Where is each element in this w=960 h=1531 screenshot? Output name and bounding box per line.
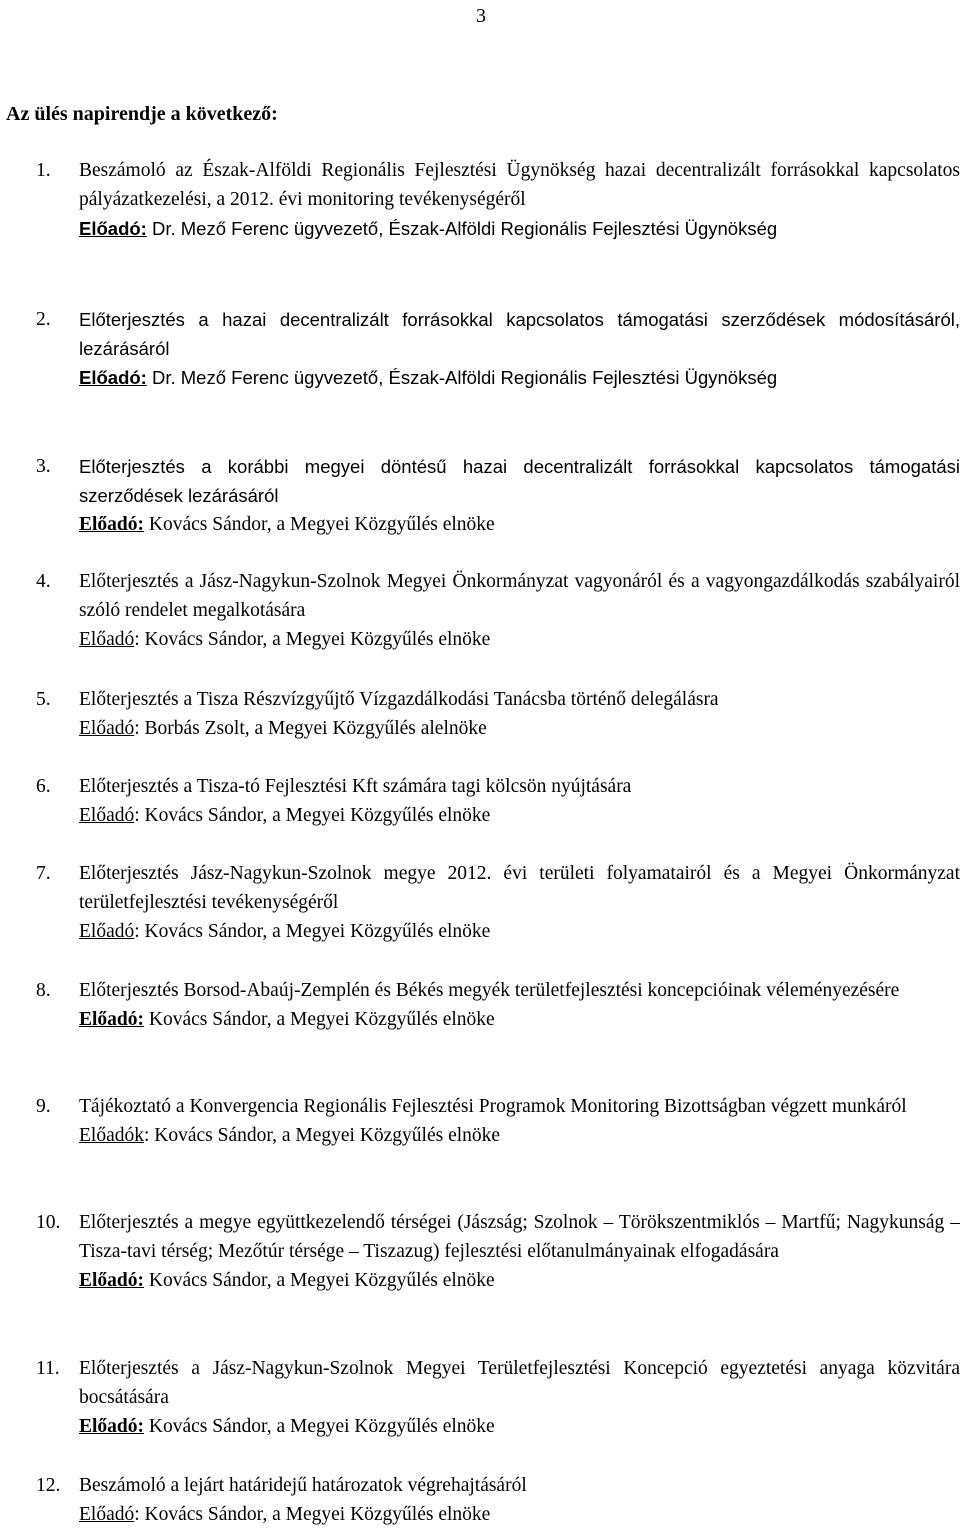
item-presenter [79, 625, 960, 654]
presenter-label: Előadó: [79, 367, 147, 388]
item-title: Előterjesztés Jász-Nagykun-Szolnok megye 2012. évi területi folyamatairól és a Megyei Önkormányzat területfejlesztési tevékenységéről [79, 863, 960, 913]
presenter-name: : Kovács Sándor, a Megyei Közgyűlés elnöke [134, 921, 491, 942]
item-title: Beszámoló az Észak-Alföldi Regionális Fejlesztési Ügynökség hazai decentralizált forrásokkal kapcsolatos pályázatkezelési, a 2012. évi monitoring tevékenységéről [79, 160, 960, 210]
item-presenter [79, 214, 839, 243]
presenter-label: Előadó [79, 805, 135, 826]
item-title: Előterjesztés a megye együttkezelendő térségei (Jászság; Szolnok – Törökszentmiklós – Martfű; Nagykunság – Tisza-tavi térség; Mezőtúr térsége – Tiszazug) fejlesztési előtanulmányainak elfogadására [79, 1212, 960, 1262]
item-number: 7. [36, 863, 51, 884]
item-number: 8. [36, 980, 51, 1001]
presenter-name: : Kovács Sándor, a Megyei Közgyűlés elnöke [143, 1125, 501, 1146]
item-presenter [79, 1005, 960, 1034]
presenter-name: Kovács Sándor, a Megyei Közgyűlés elnöke [148, 1270, 495, 1291]
presenter-label: Előadók [79, 1125, 144, 1146]
agenda-item-11 [36, 1354, 960, 1441]
agenda-item-9 [36, 1092, 960, 1150]
presenter-label: Előadó: [79, 514, 145, 535]
item-number: 4. [36, 571, 51, 592]
agenda-item-7 [36, 859, 960, 946]
item-presenter [79, 363, 839, 392]
presenter-name: : Kovács Sándor, a Megyei Közgyűlés elnöke [134, 629, 491, 650]
agenda-item-2 [36, 305, 960, 392]
presenter-name: Dr. Mező Ferenc ügyvezető, Észak-Alföldi Regionális Fejlesztési Ügynökség [151, 218, 778, 239]
item-number: 5. [36, 689, 51, 710]
presenter-label: Előadó [79, 718, 135, 739]
item-number: 3. [36, 456, 51, 477]
item-title: Előterjesztés a Tisza Részvízgyűjtő Vízgazdálkodási Tanácsba történő delegálásra [79, 689, 719, 710]
agenda-item-4 [36, 567, 960, 654]
presenter-name: : Borbás Zsolt, a Megyei Közgyűlés alelnöke [134, 718, 487, 739]
item-title: Előterjesztés a Jász-Nagykun-Szolnok Megyei Területfejlesztési Koncepció egyeztetési anyaga közvitára bocsátására [79, 1358, 960, 1408]
item-presenter [79, 801, 960, 830]
item-number: 11. [36, 1358, 60, 1379]
presenter-name: Kovács Sándor, a Megyei Közgyűlés elnöke [148, 1416, 495, 1437]
agenda-item-3 [36, 452, 960, 539]
presenter-name: Kovács Sándor, a Megyei Közgyűlés elnöke [148, 1009, 495, 1030]
item-number: 9. [36, 1096, 51, 1117]
item-number: 6. [36, 776, 51, 797]
agenda-item-8 [36, 976, 960, 1034]
item-title: Tájékoztató a Konvergencia Regionális Fejlesztési Programok Monitoring Bizottságban végzett munkáról [79, 1096, 907, 1117]
presenter-name: Kovács Sándor, a Megyei Közgyűlés elnöke [148, 514, 495, 535]
presenter-label: Előadó [79, 629, 135, 650]
item-title: Beszámoló a lejárt határidejű határozatok végrehajtásáról [79, 1475, 527, 1496]
item-title: Előterjesztés a hazai decentralizált forrásokkal kapcsolatos támogatási szerződések módosításáról, lezárásáról [79, 309, 960, 359]
agenda-item-1 [36, 156, 960, 243]
item-presenter [79, 510, 960, 539]
agenda-item-12 [36, 1471, 960, 1529]
item-presenter [79, 1412, 960, 1441]
item-presenter [79, 1500, 960, 1529]
item-presenter [79, 917, 960, 946]
presenter-label: Előadó [79, 1504, 135, 1525]
presenter-label: Előadó: [79, 1270, 145, 1291]
item-number: 1. [36, 160, 51, 181]
item-presenter [79, 1266, 960, 1295]
presenter-label: Előadó: [79, 1416, 145, 1437]
agenda-item-10 [36, 1208, 960, 1295]
presenter-name: : Kovács Sándor, a Megyei Közgyűlés elnöke [134, 805, 491, 826]
item-number: 12. [36, 1475, 61, 1496]
item-title: Előterjesztés a Tisza-tó Fejlesztési Kft számára tagi kölcsön nyújtására [79, 776, 632, 797]
presenter-name: : Kovács Sándor, a Megyei Közgyűlés elnöke [134, 1504, 491, 1525]
page-number: 3 [476, 5, 486, 27]
agenda-item-5 [36, 685, 960, 743]
item-number: 2. [36, 309, 51, 330]
item-presenter [79, 714, 960, 743]
presenter-label: Előadó [79, 921, 135, 942]
presenter-name: Dr. Mező Ferenc ügyvezető, Észak-Alföldi Regionális Fejlesztési Ügynökség [151, 367, 778, 388]
item-title: Előterjesztés a korábbi megyei döntésű hazai decentralizált forrásokkal kapcsolatos támogatási szerződések lezárásáról [79, 456, 960, 506]
agenda-heading: Az ülés napirendje a következő: [6, 103, 278, 125]
agenda-item-6 [36, 772, 960, 830]
presenter-label: Előadó: [79, 1009, 145, 1030]
item-number: 10. [36, 1212, 61, 1233]
presenter-label: Előadó: [79, 218, 147, 239]
item-presenter [79, 1121, 960, 1150]
item-title: Előterjesztés a Jász-Nagykun-Szolnok Megyei Önkormányzat vagyonáról és a vagyongazdálkodás szabályairól szóló rendelet megalkotására [79, 571, 960, 621]
item-title: Előterjesztés Borsod-Abaúj-Zemplén és Békés megyék területfejlesztési koncepcióinak véleményezésére [79, 980, 900, 1001]
